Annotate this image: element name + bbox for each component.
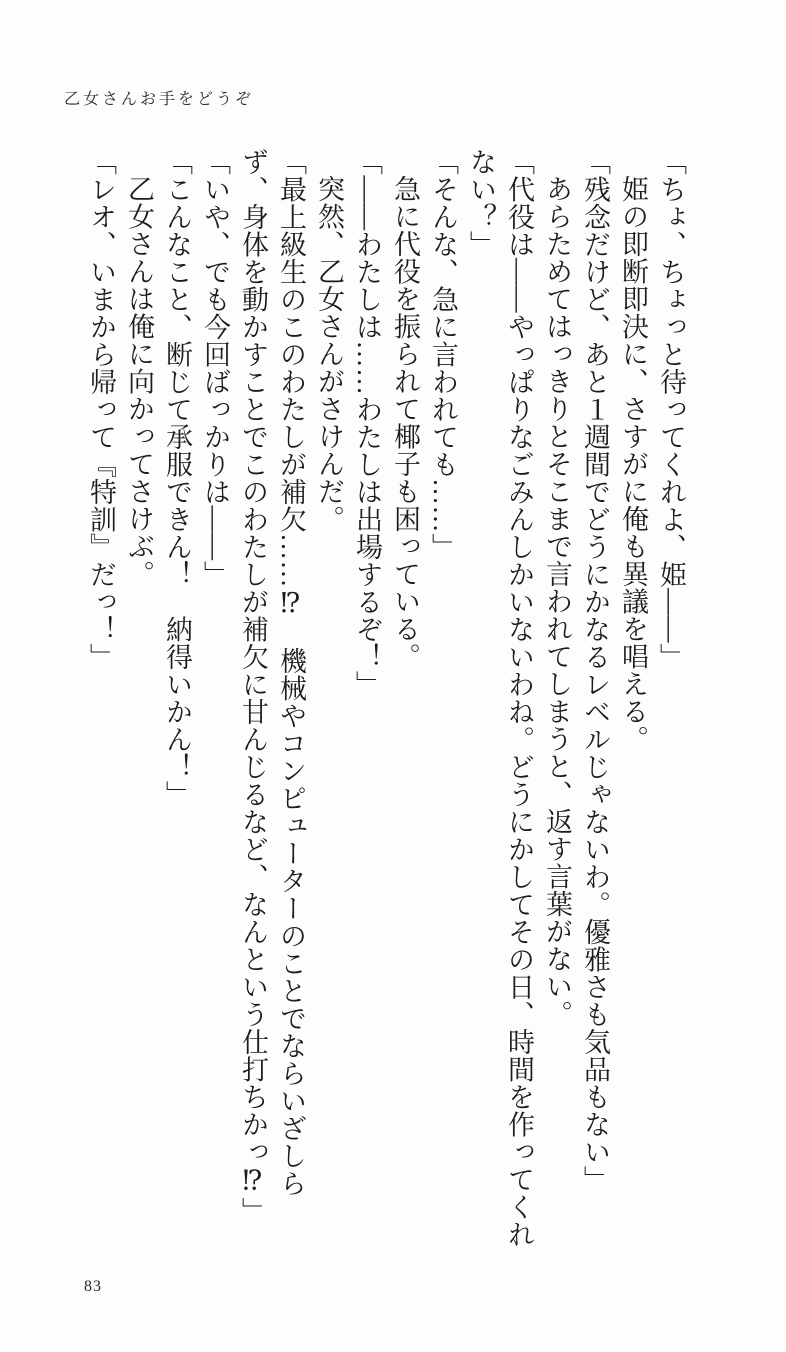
paragraph: 乙女さんは俺に向かってさけぶ。 <box>124 175 154 588</box>
paragraph: 急に代役を振られて椰子も困っている。 <box>390 175 420 670</box>
running-title: 乙女さんお手をどうぞ <box>64 91 255 108</box>
paragraph: 「こんなこと、断じて承服できん！ 納得いかん！」 <box>162 148 192 808</box>
page-text-block <box>82 148 690 1248</box>
paragraph: 突然、乙女さんがさけんだ。 <box>314 175 344 533</box>
paragraph: 「レオ、いまから帰って『特訓』だっ！」 <box>86 148 116 671</box>
paragraph: 「そんな、急に言われても……」 <box>428 148 458 561</box>
paragraph: 姫の即断即決に、さすがに俺も異議を唱える。 <box>618 175 648 753</box>
paragraph: 「いや、でも今回ばっかりは――」 <box>200 148 230 588</box>
paragraph: 「――わたしは……わたしは出場するぞ！」 <box>352 148 382 698</box>
paragraph: あらためてはっきりとそこまで言われてしまうと、返す言葉がない。 <box>542 175 572 1028</box>
paragraph: 「最上級生のこのわたしが補欠……⁉ 機械やコンピューターのことでならいざしらず、身体を動かすことでこのわたしが補欠に甘んじるなど、なんという仕打ちかっ⁉」 <box>238 148 306 1225</box>
paragraph: 「代役は――やっぱりなごみんしかいないわね。どうにかしてその日、時間を作ってくれない？」 <box>466 148 534 1248</box>
paragraph: 「残念だけど、あと１週間でどうにかなるレベルじゃないわ。優雅さも気品もない」 <box>580 148 610 1193</box>
page-number: 83 <box>84 1278 102 1295</box>
paragraph: 「ちょ、ちょっと待ってくれよ、姫――」 <box>656 148 686 671</box>
